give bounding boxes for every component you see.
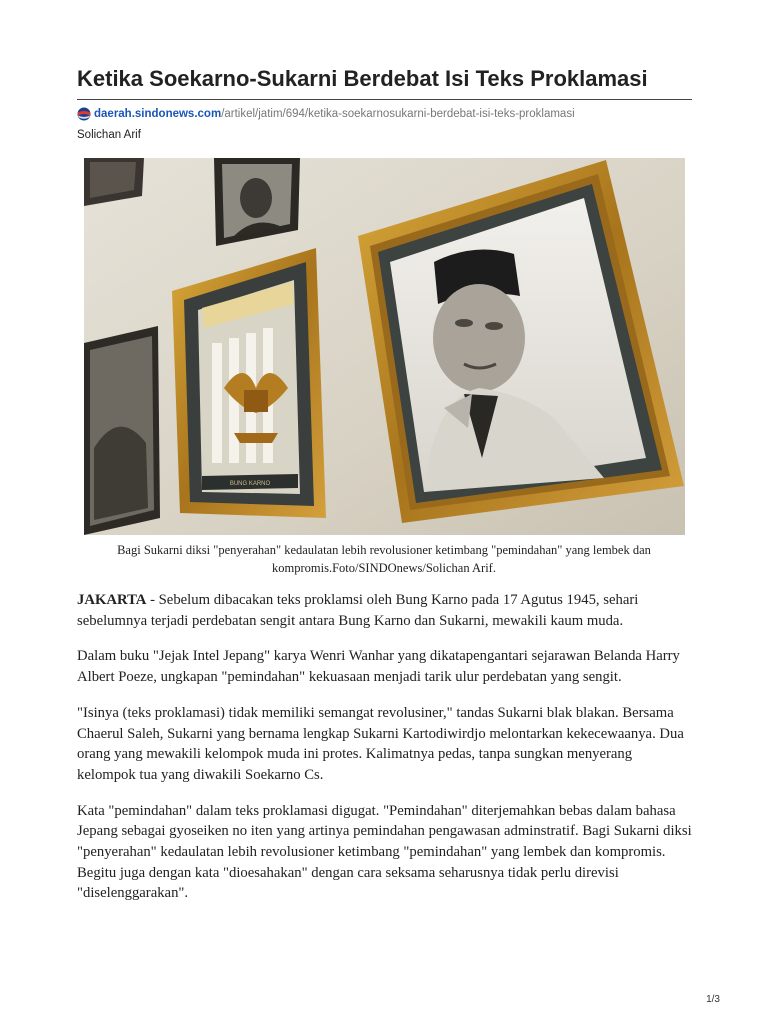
page-number: 1/3 <box>706 994 720 1005</box>
paragraph-3: "Isinya (teks proklamasi) tidak memiliki semangat revolusiner," tandas Sukarni blak blakan. Bersama Chaerul Saleh, Sukarni yang bernama lengkap Sukarni Kartodiwirdjo melontarkan kekecewaanya. Dua orang yang mewakili kelompok muda ini protes. Kalimatnya pedas, tanpa sungkan menyerang kelompok tua yang diwakili Soekarno Cs. <box>77 704 684 783</box>
frame-label-text: BUNG KARNO <box>229 481 271 487</box>
photo-illustration <box>84 158 685 535</box>
paragraph-1 <box>77 590 692 631</box>
sindonews-globe-icon <box>77 107 91 121</box>
paragraph-2: Dalam buku "Jejak Intel Jepang" karya Wenri Wanhar yang dikatapengantari sejarawan Belanda Harry Albert Poeze, ungkapan "pemindahan" kekuasaan menjadi tarik ulur perdebatan yang sengit. <box>77 648 680 686</box>
source-link[interactable] <box>77 106 575 122</box>
photo-caption: Bagi Sukarni diksi "penyerahan" kedaulatan lebih revolusioner ketimbang "pemindahan" yang lembek dan kompromis.Foto/SINDOnews/Solichan Arif. <box>117 543 651 575</box>
article-body <box>77 590 692 919</box>
frame-left <box>84 326 160 535</box>
paragraph-4: Kata "pemindahan" dalam teks proklamasi digugat. "Pemindahan" diterjemahkan bebas dalam bahasa Jepang sebagai gyoseiken no iten yang artinya pemindahan pengawasan adminstratif. Bagi Sukarni diksi "penyerahan" kedaulatan lebih revolusioner ketimbang "pemindahan" yang lembek dan kompromis. Begitu juga dengan kata "dioesahakan" dengan cara seksama seharusnya tidak perlu direvisi "diselenggarakan". <box>77 802 692 902</box>
paragraph-1-text: - Sebelum dibacakan teks proklamsi oleh Bung Karno pada 17 Agutus 1945, sehari sebelumnya terjadi perdebatan sengit antara Bung Karno dan Sukarni, mewakili kaum muda. <box>77 592 639 629</box>
source-path[interactable]: /artikel/jatim/694/ketika-soekarnosukarni-berdebat-isi-teks-proklamasi <box>221 108 575 120</box>
dateline: JAKARTA <box>77 592 147 608</box>
article-author: Solichan Arif <box>77 129 141 141</box>
article-title: Ketika Soekarno-Sukarni Berdebat Isi Teks Proklamasi <box>77 66 648 91</box>
article-photo <box>84 158 685 535</box>
frame-emblem <box>172 248 326 518</box>
title-divider <box>77 99 692 100</box>
source-domain[interactable]: daerah.sindonews.com <box>94 108 222 120</box>
